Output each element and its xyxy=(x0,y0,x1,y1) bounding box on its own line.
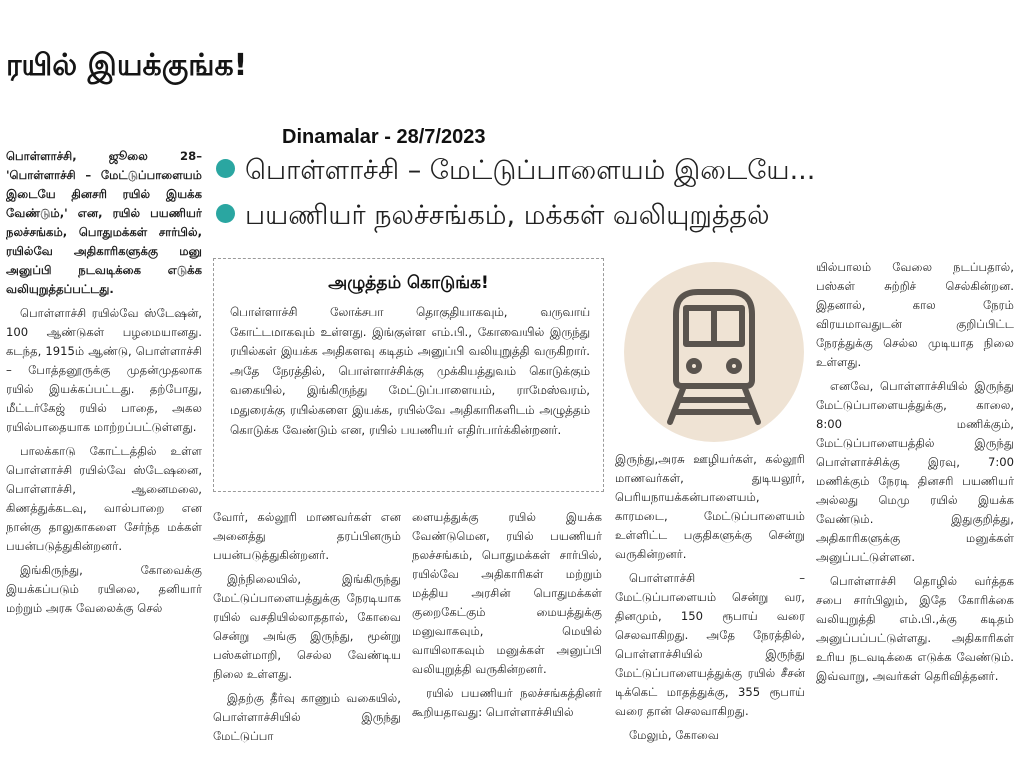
source-label: Dinamalar - 28/7/2023 xyxy=(282,126,486,148)
subhead-2-text: பயணியர் நலச்சங்கம், மக்கள் வலியுறுத்தல் xyxy=(245,200,770,231)
column-4-para-3: மேலும், கோவை xyxy=(629,728,719,742)
column-4 xyxy=(615,450,805,772)
column-3-para-2: ரயில் பயணியர் நலச்சங்கத்தினர் கூறியதாவது: பொள்ளாச்சியில் xyxy=(412,686,602,719)
bullet-dot-icon xyxy=(216,204,235,223)
column-5-para-1: யில்பாலம் வேலை நடப்பதால், பஸ்கள் சுற்றிச் செல்கின்றன. இதனால், கால நேரம் விரயமாவதுடன் குறிப்பிட்ட நேரத்துக்கு செல்ல முடியாத நிலை உள்ளது. xyxy=(816,260,1014,369)
column-4-para-2: பொள்ளாச்சி – மேட்டுப்பாளையம் சென்று வர, தினமும், 150 ரூபாய் வரை செலவாகிறது. அதே நேரத்தில், பொள்ளாச்சியில் இருந்து மேட்டுப்பாளையத்துக்கு ரயில் சீசன் டிக்கெட் மாதத்துக்கு, 355 ரூபாய் வரை தான் செலவாகிறது. xyxy=(615,571,805,718)
column-2-para-3: இதற்கு தீர்வு காணும் வகையில், பொள்ளாச்சியில் இருந்து மேட்டுப்பா xyxy=(213,691,401,743)
subhead-2 xyxy=(216,200,770,235)
column-1-para-2: பொள்ளாச்சி ரயில்வே ஸ்டேஷன், 100 ஆண்டுகள் பழமையானது. கடந்த, 1915ம் ஆண்டு, பொள்ளாச்சி – போத்தனூருக்கு முதன்முதலாக ரயில் இயக்கப்பட்டது. தற்போது, மீட்டர்கேஜ் ரயில் பாதை, அகல ரயில்பாதையாக மாற்றப்பட்டுள்ளது. xyxy=(6,306,202,434)
train-icon xyxy=(624,262,804,442)
sidebar-box-text: பொள்ளாச்சி லோக்சபா தொகுதியாகவும், வருவாய் கோட்டமாகவும் உள்ளது. இங்குள்ள எம்.பி., கோவையில் இருந்து ரயில்கள் இயக்க அதிகளவு கடிதம் அனுப்பி வலியுறுத்தி வருகிறார். அதே நேரத்தில், பொள்ளாச்சிக்கு முக்கியத்துவம் கொடுக்கும் வகையில், இங்கிருந்து மேட்டுப்பாளையம், ராமேஸ்வரம், மதுரைக்கு ரயில்களை இயக்க, ரயில்வே அதிகாரிகளிடம் அழுத்தம் கொடுக்க வேண்டும் என, ரயில் பயணியர் எதிர்பார்க்கின்றனர். xyxy=(230,305,590,437)
column-1 xyxy=(6,147,202,772)
column-1-para-1 xyxy=(6,147,202,299)
column-1-intro: 'பொள்ளாச்சி – மேட்டுப்பாளையம் இடையே தினசரி ரயில் இயக்க வேண்டும்,' என, ரயில் பயணியர் நலச்சங்கம், பொதுமக்கள் சார்பில், ரயில்வே அதிகாரிகளுக்கு மனு அனுப்பி நடவடிக்கை எடுக்க வலியுறுத்தப்பட்டது. xyxy=(6,168,202,296)
headline: ரயில் இயக்குங்க! xyxy=(6,48,248,83)
column-2-para-1: வோர், கல்லூரி மாணவர்கள் என அனைத்து தரப்பினரும் பயன்படுத்துகின்றனர். xyxy=(213,510,401,562)
column-3 xyxy=(412,508,602,772)
sidebar-box-title: அழுத்தம் கொடுங்க! xyxy=(328,273,489,293)
sidebar-box xyxy=(213,258,604,492)
column-3-para-1: ளையத்துக்கு ரயில் இயக்க வேண்டுமென, ரயில் பயணியர் நலச்சங்கம், பொதுமக்கள் சார்பில், ரயில்வே அதிகாரிகள் மற்றும் மத்திய அரசின் பொதுமக்கள் குறைகேட்கும் மையத்துக்கு மனுவாகவும், மெயில் வாயிலாகவும் மனுக்கள் அனுப்பி வலியுறுத்தி வருகின்றனர். xyxy=(412,510,602,676)
subhead-1-text: பொள்ளாச்சி – மேட்டுப்பாளையம் இடையே... xyxy=(245,155,816,186)
dateline: பொள்ளாச்சி, ஜூலை 28– xyxy=(6,149,202,163)
column-5 xyxy=(816,258,1014,772)
column-5-para-2: எனவே, பொள்ளாச்சியில் இருந்து மேட்டுப்பாளையத்துக்கு, காலை, 8:00 மணிக்கும், மேட்டுப்பாளையத்தில் இருந்து பொள்ளாச்சிக்கு இரவு, 7:00 மணிக்கும் நேரடி தினசரி பயணியர் அல்லது மெமு ரயில் இயக்க வேண்டும். இதுகுறித்து, அதிகாரிகளுக்கு மனுக்கள் அனுப்பட்டுள்ளன. xyxy=(816,379,1014,564)
train-illustration xyxy=(624,262,804,442)
column-1-para-3: பாலக்காடு கோட்டத்தில் உள்ள பொள்ளாச்சி ரயில்வே ஸ்டேஷனை, பொள்ளாச்சி, ஆனைமலை, கிணத்துக்கடவு, வால்பாறை என நான்கு தாலுகாகளை சேர்ந்த மக்கள் பயன்படுத்துகின்றனர். xyxy=(6,444,202,553)
column-5-para-3: பொள்ளாச்சி தொழில் வர்த்தக சபை சார்பிலும், இதே கோரிக்கை வலியுறுத்தி எம்.பி.,க்கு கடிதம் அனுப்பப்பட்டுள்ளது. அதிகாரிகள் உரிய நடவடிக்கை எடுக்க வேண்டும். இவ்வாறு, அவர்கள் தெரிவித்தனர். xyxy=(816,574,1014,683)
column-1-para-4: இங்கிருந்து, கோவைக்கு இயக்கப்படும் ரயிலை, தனியார் மற்றும் அரசு வேலைக்கு செல் xyxy=(6,563,202,615)
column-4-para-1: இருந்து,அரசு ஊழியர்கள், கல்லூரி மாணவர்கள், துடியலூர், பெரியநாயக்கன்பாளையம், காரமடை, மேட்டுப்பாளையம் உள்ளிட்ட பகுதிகளுக்கு சென்று வருகின்றனர். xyxy=(615,452,805,561)
column-2 xyxy=(213,508,401,772)
bullet-dot-icon xyxy=(216,159,235,178)
column-2-para-2: இந்நிலையில், இங்கிருந்து மேட்டுப்பாளையத்துக்கு நேரடியாக ரயில் வசதியில்லாததால், கோவை சென்று அங்கு இருந்து, மூன்று பஸ்கள்மாறி, செல்ல வேண்டிய நிலை உள்ளது. xyxy=(213,572,401,681)
subhead-1 xyxy=(216,155,815,190)
